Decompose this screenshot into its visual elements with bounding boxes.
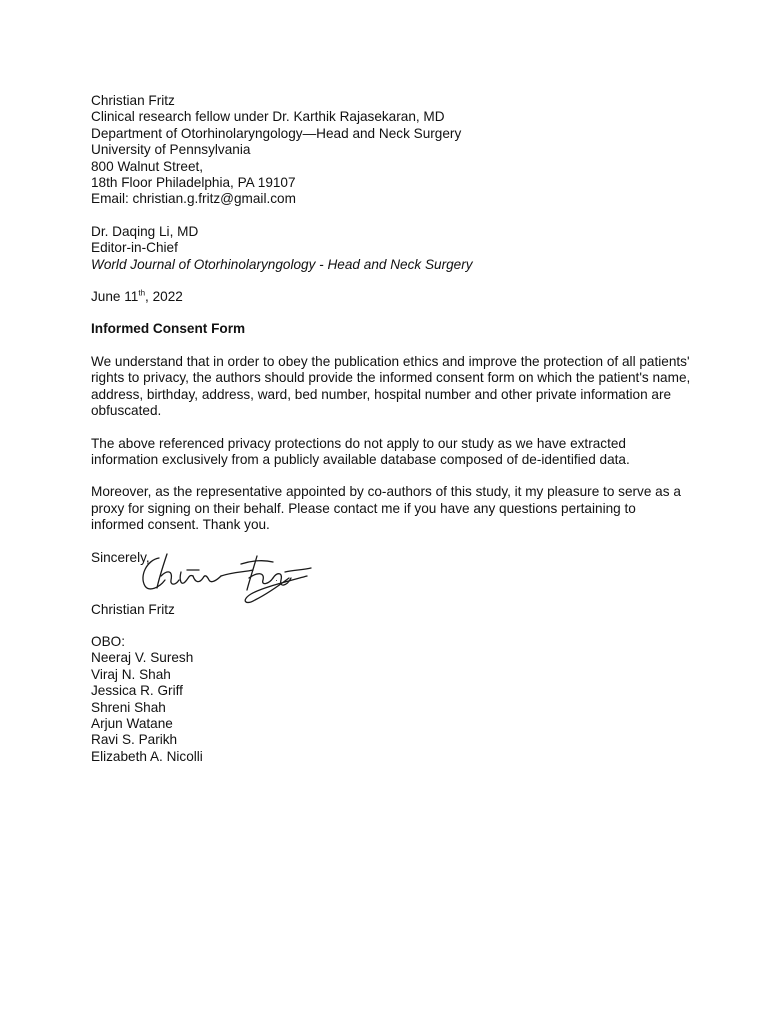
letter-subject: Informed Consent Form — [91, 321, 246, 337]
sender-email: Email: christian.g.fritz@gmail.com — [91, 191, 296, 207]
sender-street: 800 Walnut Street, — [91, 158, 204, 174]
closing-signer: Christian Fritz — [91, 601, 175, 617]
recipient-block — [91, 224, 691, 273]
letter-body — [91, 93, 691, 765]
obo-name: Jessica R. Griff — [91, 683, 183, 699]
recipient-title: Editor-in-Chief — [91, 240, 178, 256]
sender-institution: University of Pennsylvania — [91, 142, 251, 158]
closing-salutation: Sincerely, — [91, 549, 150, 565]
recipient-name: Dr. Daqing Li, MD — [91, 223, 199, 239]
letter-date — [91, 289, 691, 305]
obo-name: Arjun Watane — [91, 715, 173, 731]
date-month-day: June 11 — [91, 289, 139, 305]
recipient-journal: World Journal of Otorhinolaryngology - Head and Neck Surgery — [91, 256, 473, 272]
obo-name: Shreni Shah — [91, 699, 166, 715]
obo-name: Ravi S. Parikh — [91, 732, 178, 748]
sender-role: Clinical research fellow under Dr. Karthik Rajasekaran, MD — [91, 109, 445, 125]
date-suffix: th — [138, 288, 146, 298]
obo-label: OBO: — [91, 633, 125, 649]
signature-dot — [276, 580, 277, 581]
closing-block — [91, 550, 691, 602]
handwritten-signature — [137, 550, 327, 606]
sender-block — [91, 93, 691, 208]
obo-name: Viraj N. Shah — [91, 666, 171, 682]
sender-city: 18th Floor Philadelphia, PA 19107 — [91, 175, 296, 191]
sender-department: Department of Otorhinolaryngology—Head and Neck Surgery — [91, 125, 462, 141]
obo-name: Elizabeth A. Nicolli — [91, 748, 203, 764]
paragraph-proxy: Moreover, as the representative appointed by co-authors of this study, it my pleasure to serve as a proxy for signing on their behalf. Please contact me if you have any questions pertaining to informed consent. Thank you. — [91, 484, 681, 533]
obo-block — [91, 634, 691, 765]
date-year: , 2022 — [145, 289, 183, 305]
obo-name: Neeraj V. Suresh — [91, 650, 194, 666]
paragraph-exemption: The above referenced privacy protections do not apply to our study as we have extracted information exclusively from a publicly available database composed of de-identified data. — [91, 435, 630, 467]
paragraph-privacy: We understand that in order to obey the publication ethics and improve the protection of all patients' rights to privacy, the authors should provide the informed consent form on which the patient's name, address, birthday, address, ward, bed number, hospital number and other private information are obfuscated. — [91, 353, 691, 419]
sender-name: Christian Fritz — [91, 93, 175, 108]
